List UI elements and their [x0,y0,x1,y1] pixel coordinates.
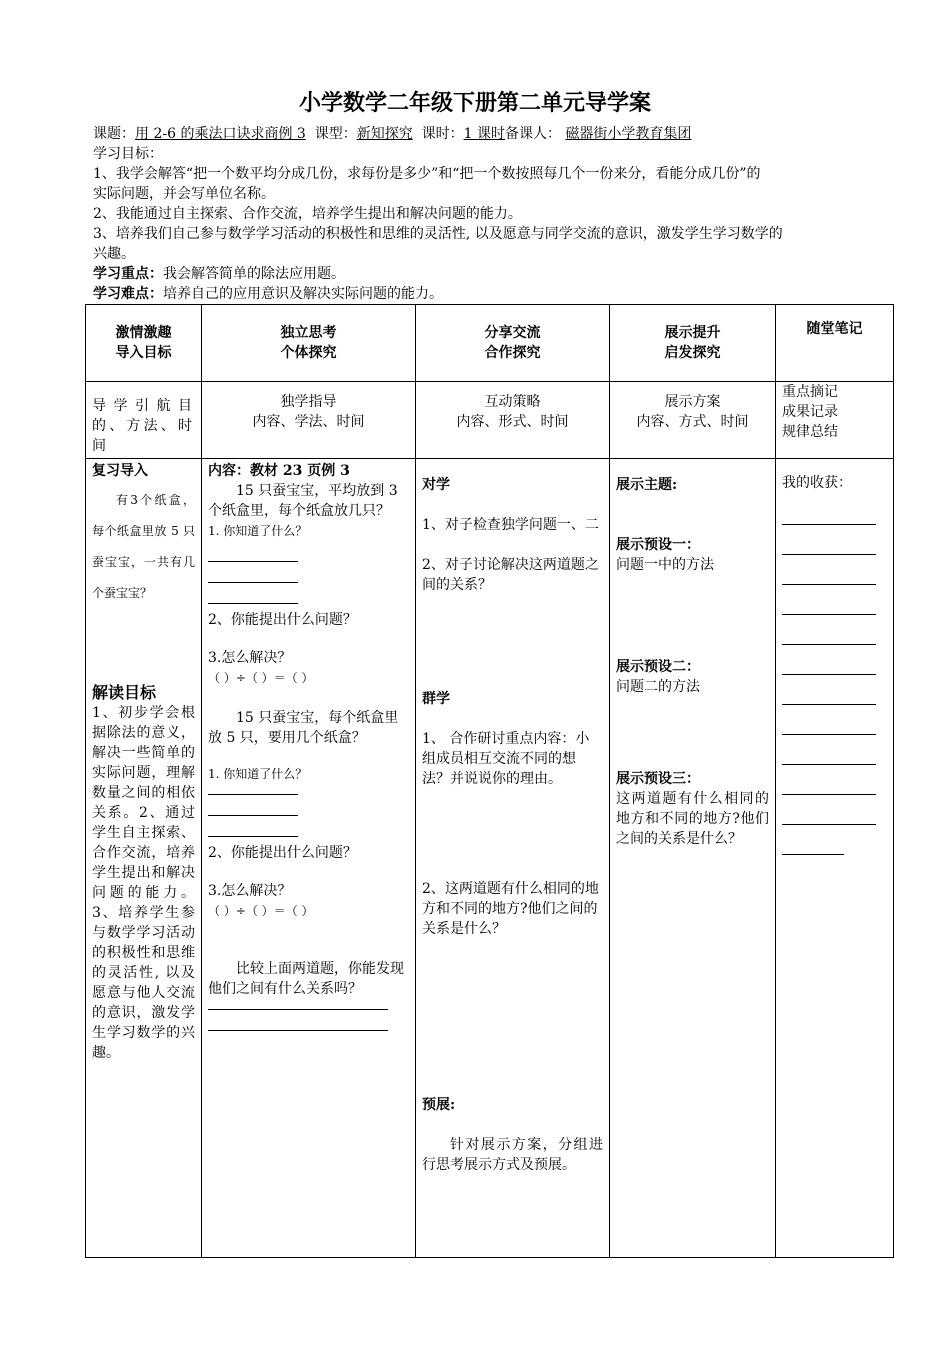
preview-text: 针对展示方案，分组进行思考展示方式及预展。 [422,1137,603,1173]
sub-col2: 独学指导 内容、学法、时间 [202,382,416,459]
hours-label: 课时： [421,126,464,142]
note-line [782,693,876,705]
header-row [86,305,894,382]
difficulty-text: 培养自己的应用意识及解决实际问题的能力。 [163,286,443,302]
key-point [93,264,345,284]
note-line [782,753,876,765]
note-line [782,543,876,555]
key-label: 学习重点： [93,266,163,282]
goals-heading: 学习目标： [93,146,163,162]
note-line [782,513,876,525]
answer-line [208,1009,388,1010]
answer-line [208,561,298,562]
header-col2: 独立思考 个体探究 [202,305,416,382]
equation-2: （ ）÷（ ）＝（ ） [208,904,314,918]
show-preset-2: 展示预设二： [616,659,700,675]
problem-2: 15 只蚕宝宝，每个纸盒里放 5 只，要用几个纸盒？ [208,710,399,746]
author-value: 磁器街小学教育集团 [565,126,692,142]
key-text: 我会解答简单的除法应用题。 [163,266,345,282]
question-5: 2、你能提出什么问题？ [208,845,357,861]
answer-line [208,794,298,795]
body-col1 [86,459,202,1258]
preview-heading: 预展: [422,1097,456,1113]
note-line [782,813,876,825]
compare-question: 比较上面两道题，你能发现他们之间有什么关系吗？ [208,961,404,997]
note-line [782,843,844,855]
show-theme: 展示主题: [616,477,678,493]
body-col3 [416,459,610,1258]
review-heading: 复习导入 [92,463,148,479]
answer-line [208,603,298,604]
body-col4 [610,459,776,1258]
question-4: 1. 你知道了什么？ [208,767,308,781]
question-6: 3.怎么解决？ [208,883,292,899]
answer-line [208,582,298,583]
body-col5 [776,459,894,1258]
show-preset-1-text: 问题一中的方法 [616,557,714,573]
show-preset-2-text: 问题二的方法 [616,679,700,695]
answer-line [208,836,298,837]
difficulty-label: 学习难点： [93,286,163,302]
hours-value: 1 课时 [463,126,505,142]
question-3: 3.怎么解决？ [208,650,292,666]
problem-1: 15 只蚕宝宝，平均放到 3 个纸盒里，每个纸盒放几只？ [208,483,398,519]
question-2: 2、你能提出什么问题？ [208,612,357,628]
header-col5: 随堂笔记 [776,305,894,382]
lesson-info [93,124,691,144]
pair-study-2: 2、对子讨论解决这两道题之间的关系？ [422,557,599,593]
sub-col3: 互动策略 内容、形式、时间 [416,382,610,459]
group-study-1: 1、 合作研讨重点内容：小组成员相互交流不同的想法？并说说你的理由。 [422,731,590,787]
answer-line [208,815,298,816]
note-line [782,783,876,795]
pair-study-heading: 对学 [422,477,450,493]
content-heading: 内容：教材 23 页例 3 [208,463,350,479]
type-value: 新知探究 [356,126,413,142]
topic-label: 课题： [93,126,135,142]
equation-1: （ ）÷（ ）＝（ ） [208,671,314,685]
sub-col1: 导学引航目的、方法、时间 [86,382,202,459]
goal-text: 1、初步学会根据除法的意义，解决一些简单的实际问题，理解数量之间的相依关系。2、通过学生自主探索、合作交流，培养学生提出和解决问题的能力。3、培养学生参与数学学习活动的积极性和思维的灵活性, 以及愿意与他人交流的意识，激发学生学习数学的兴趣。 [92,705,195,1061]
sub-col5: 重点摘记 成果记录 规律总结 [776,382,894,459]
type-label: 课型： [314,126,357,142]
note-line [782,663,876,675]
header-col3: 分享交流 合作探究 [416,305,610,382]
review-text: 有3个纸盒，每个纸盒里放 5 只蚕宝宝，一共有几个蚕宝宝？ [92,493,195,600]
difficulty-point [93,284,443,304]
guide-table [85,304,894,1258]
answer-line [208,1030,388,1031]
header-col1: 激情激趣 导入目标 [86,305,202,382]
goal-2: 2、我能通过自主探索、合作交流，培养学生提出和解决问题的能力。 [93,206,522,222]
goal-3b: 兴趣。 [93,246,135,262]
show-preset-1: 展示预设一： [616,537,700,553]
body-col2 [202,459,416,1258]
group-study-heading: 群学 [422,691,450,707]
author-label: 备课人： [504,126,561,142]
goal-1a: 1、我学会解答“把一个数平均分成几份，求每份是多少”和“把一个数按照每几个一份来分，看能分成几份”的 [93,166,761,182]
note-line [782,573,876,585]
show-preset-3: 展示预设三： [616,771,700,787]
harvest-label: 我的收获： [782,475,852,491]
sub-col4: 展示方案 内容、方式、时间 [610,382,776,459]
body-row [86,459,894,1258]
notes-lines [776,513,893,855]
goal-3a: 3、培养我们自己参与数学学习活动的积极性和思维的灵活性, 以及愿意与同学交流的意识，激发学生学习数学的 [93,226,783,242]
page-title: 小学数学二年级下册第二单元导学案 [298,91,651,116]
header-col4: 展示提升 启发探究 [610,305,776,382]
pair-study-1: 1、对子检查独学问题一、二 [422,517,599,533]
note-line [782,633,876,645]
note-line [782,603,876,615]
goal-1b: 实际问题，并会写单位名称。 [93,186,275,202]
note-line [782,723,876,735]
topic-value: 用 2-6 的乘法口诀求商例 3 [135,126,306,142]
show-preset-3-text: 这两道题有什么相同的地方和不同的地方?他们之间的关系是什么？ [616,791,769,847]
group-study-2: 2、这两道题有什么相同的地方和不同的地方?他们之间的关系是什么？ [422,881,599,937]
goal-heading: 解读目标 [92,683,157,702]
sub-header-row [86,382,894,459]
question-1: 1. 你知道了什么？ [208,524,308,538]
